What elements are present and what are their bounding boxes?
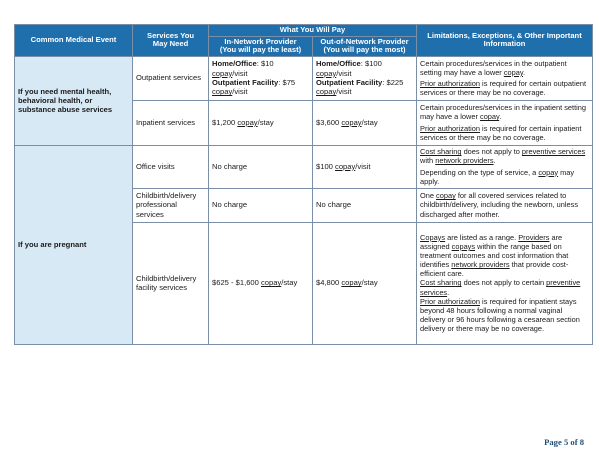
glossary-link[interactable]: Prior authorization bbox=[420, 79, 480, 88]
limitations-office-visits: Cost sharing does not apply to preventive services with network providers. Depending on the type of service, a copay may apply. bbox=[417, 145, 593, 188]
in-network-inpatient: $1,200 copay/stay bbox=[209, 100, 313, 145]
in-network-childbirth-professional: No charge bbox=[209, 188, 313, 222]
limitations-inpatient: Certain procedures/services in the inpatient setting may have a lower copay. Prior authorization is required for certain inpatient services or there may be no coverage. bbox=[417, 100, 593, 145]
header-common-medical-event: Common Medical Event bbox=[15, 25, 133, 57]
glossary-link[interactable]: copay bbox=[237, 117, 258, 127]
glossary-link[interactable]: preventive services bbox=[521, 147, 586, 157]
service-office-visits: Office visits bbox=[133, 145, 209, 188]
in-network-outpatient: Home/Office: $10 copay/visit Outpatient Facility: $75 copay/visit bbox=[209, 56, 313, 100]
glossary-link[interactable]: copay bbox=[341, 117, 362, 127]
in-network-office-visits: No charge bbox=[209, 145, 313, 188]
glossary-link[interactable]: copay bbox=[212, 87, 233, 97]
coverage-table bbox=[14, 24, 593, 345]
glossary-link[interactable]: copays bbox=[451, 242, 476, 251]
limitations-childbirth-professional: One copay for all covered services related to childbirth/delivery, including the newborn, unless discharged after mother. bbox=[417, 188, 593, 222]
glossary-link[interactable]: copay bbox=[341, 278, 362, 288]
glossary-link[interactable]: copay bbox=[260, 278, 282, 288]
glossary-link[interactable]: copay bbox=[538, 167, 559, 177]
in-network-childbirth-facility: $625 - $1,600 copay/stay bbox=[209, 222, 313, 344]
out-network-inpatient: $3,600 copay/stay bbox=[313, 100, 417, 145]
glossary-link[interactable]: copay bbox=[335, 161, 356, 171]
limitations-childbirth-facility: Copays are listed as a range. Providers are assigned copays within the range based on treatment outcomes and cost information that identifies network providers that provide cost-efficient care. Cost sharing does not apply to certain preventive services. Prior authorization is required for inpatient stays beyond 48 hours following a normal vaginal delivery or 96 hours following a cesarean section delivery or there may be no coverage. bbox=[417, 222, 593, 344]
glossary-link[interactable]: copay bbox=[503, 67, 524, 77]
glossary-link[interactable]: copay bbox=[480, 112, 500, 122]
glossary-link[interactable]: Prior authorization bbox=[420, 123, 480, 133]
glossary-link[interactable]: Prior authorization bbox=[420, 296, 480, 306]
page-number: Page 5 of 8 bbox=[544, 437, 584, 447]
service-inpatient: Inpatient services bbox=[133, 100, 209, 145]
out-network-childbirth-facility: $4,800 copay/stay bbox=[313, 222, 417, 344]
header-what-you-will-pay: What You Will Pay bbox=[209, 25, 417, 37]
header-limitations: Limitations, Exceptions, & Other Important Information bbox=[417, 25, 593, 57]
glossary-link[interactable]: preventive services bbox=[420, 278, 581, 297]
glossary-link[interactable]: Cost sharing bbox=[420, 278, 462, 288]
limitations-outpatient: Certain procedures/services in the outpatient setting may have a lower copay. Prior authorization is required for certain outpatient services or there may be no coverage. bbox=[417, 56, 593, 100]
event-pregnant: If you are pregnant bbox=[15, 145, 133, 344]
glossary-link[interactable]: copay bbox=[316, 68, 337, 78]
glossary-link[interactable]: copay bbox=[436, 191, 456, 201]
event-mental-health: If you need mental health, behavioral health, or substance abuse services bbox=[15, 56, 133, 145]
header-out-of-network: Out-of-Network Provider (You will pay the most) bbox=[313, 36, 417, 56]
service-childbirth-professional: Childbirth/delivery professional services bbox=[133, 188, 209, 222]
out-network-childbirth-professional: No charge bbox=[313, 188, 417, 222]
service-outpatient: Outpatient services bbox=[133, 56, 209, 100]
table-row bbox=[15, 56, 593, 100]
out-network-office-visits: $100 copay/visit bbox=[313, 145, 417, 188]
service-childbirth-facility: Childbirth/delivery facility services bbox=[133, 222, 209, 344]
glossary-link[interactable]: copay bbox=[316, 87, 337, 97]
out-network-outpatient: Home/Office: $100 copay/visit Outpatient Facility: $225 copay/visit bbox=[313, 56, 417, 100]
glossary-link[interactable]: network providers bbox=[435, 156, 494, 166]
glossary-link[interactable]: network providers bbox=[451, 260, 510, 270]
glossary-link[interactable]: copay bbox=[212, 68, 233, 78]
glossary-link[interactable]: Copays bbox=[420, 232, 446, 242]
header-in-network: In-Network Provider (You will pay the least) bbox=[209, 36, 313, 56]
header-services: Services You May Need bbox=[133, 25, 209, 57]
glossary-link[interactable]: Cost sharing bbox=[420, 147, 462, 157]
glossary-link[interactable]: Providers bbox=[518, 232, 550, 242]
table-row bbox=[15, 145, 593, 188]
